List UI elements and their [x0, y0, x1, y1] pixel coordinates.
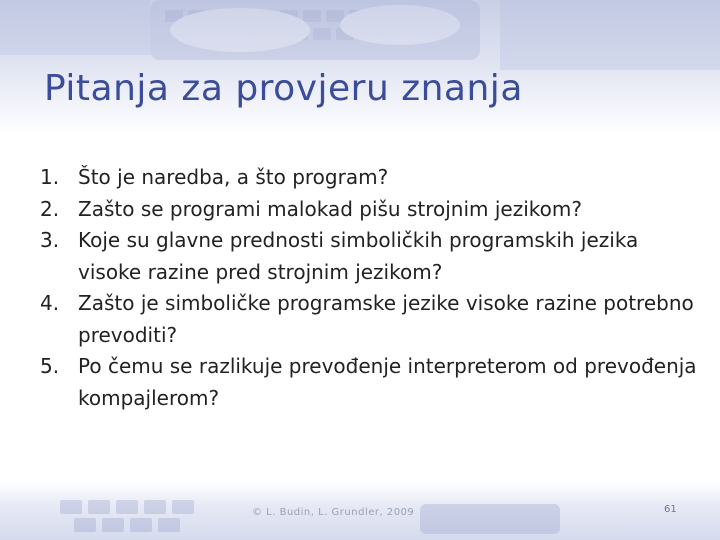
item-number: 2. [40, 196, 60, 221]
item-text: Zašto je simboličke programske jezike visoke razine potrebno prevoditi? [78, 291, 694, 347]
list-item [40, 225, 700, 288]
list-item [40, 351, 700, 414]
question-list [40, 162, 700, 414]
item-number: 1. [40, 165, 60, 189]
item-number: 5. [40, 354, 60, 378]
item-text: Zašto se programi malokad pišu strojnim jezikom? [78, 196, 582, 221]
list-item [40, 162, 700, 194]
item-text: Što je naredba, a što program? [78, 165, 389, 189]
list-item [40, 288, 700, 351]
item-number: 4. [40, 291, 60, 315]
copyright-footer: © L. Budin, L. Grundler, 2009 [252, 507, 415, 518]
slide-title: Pitanja za provjeru znanja [44, 68, 523, 109]
item-text: Po čemu se razlikuje prevođenje interpreterom od prevođenja kompajlerom? [78, 354, 697, 410]
page-number: 61 [664, 504, 677, 515]
list-item [40, 194, 700, 226]
item-number: 3. [40, 228, 60, 252]
item-text: Koje su glavne prednosti simboličkih programskih jezika visoke razine pred strojnim jezikom? [78, 228, 639, 284]
